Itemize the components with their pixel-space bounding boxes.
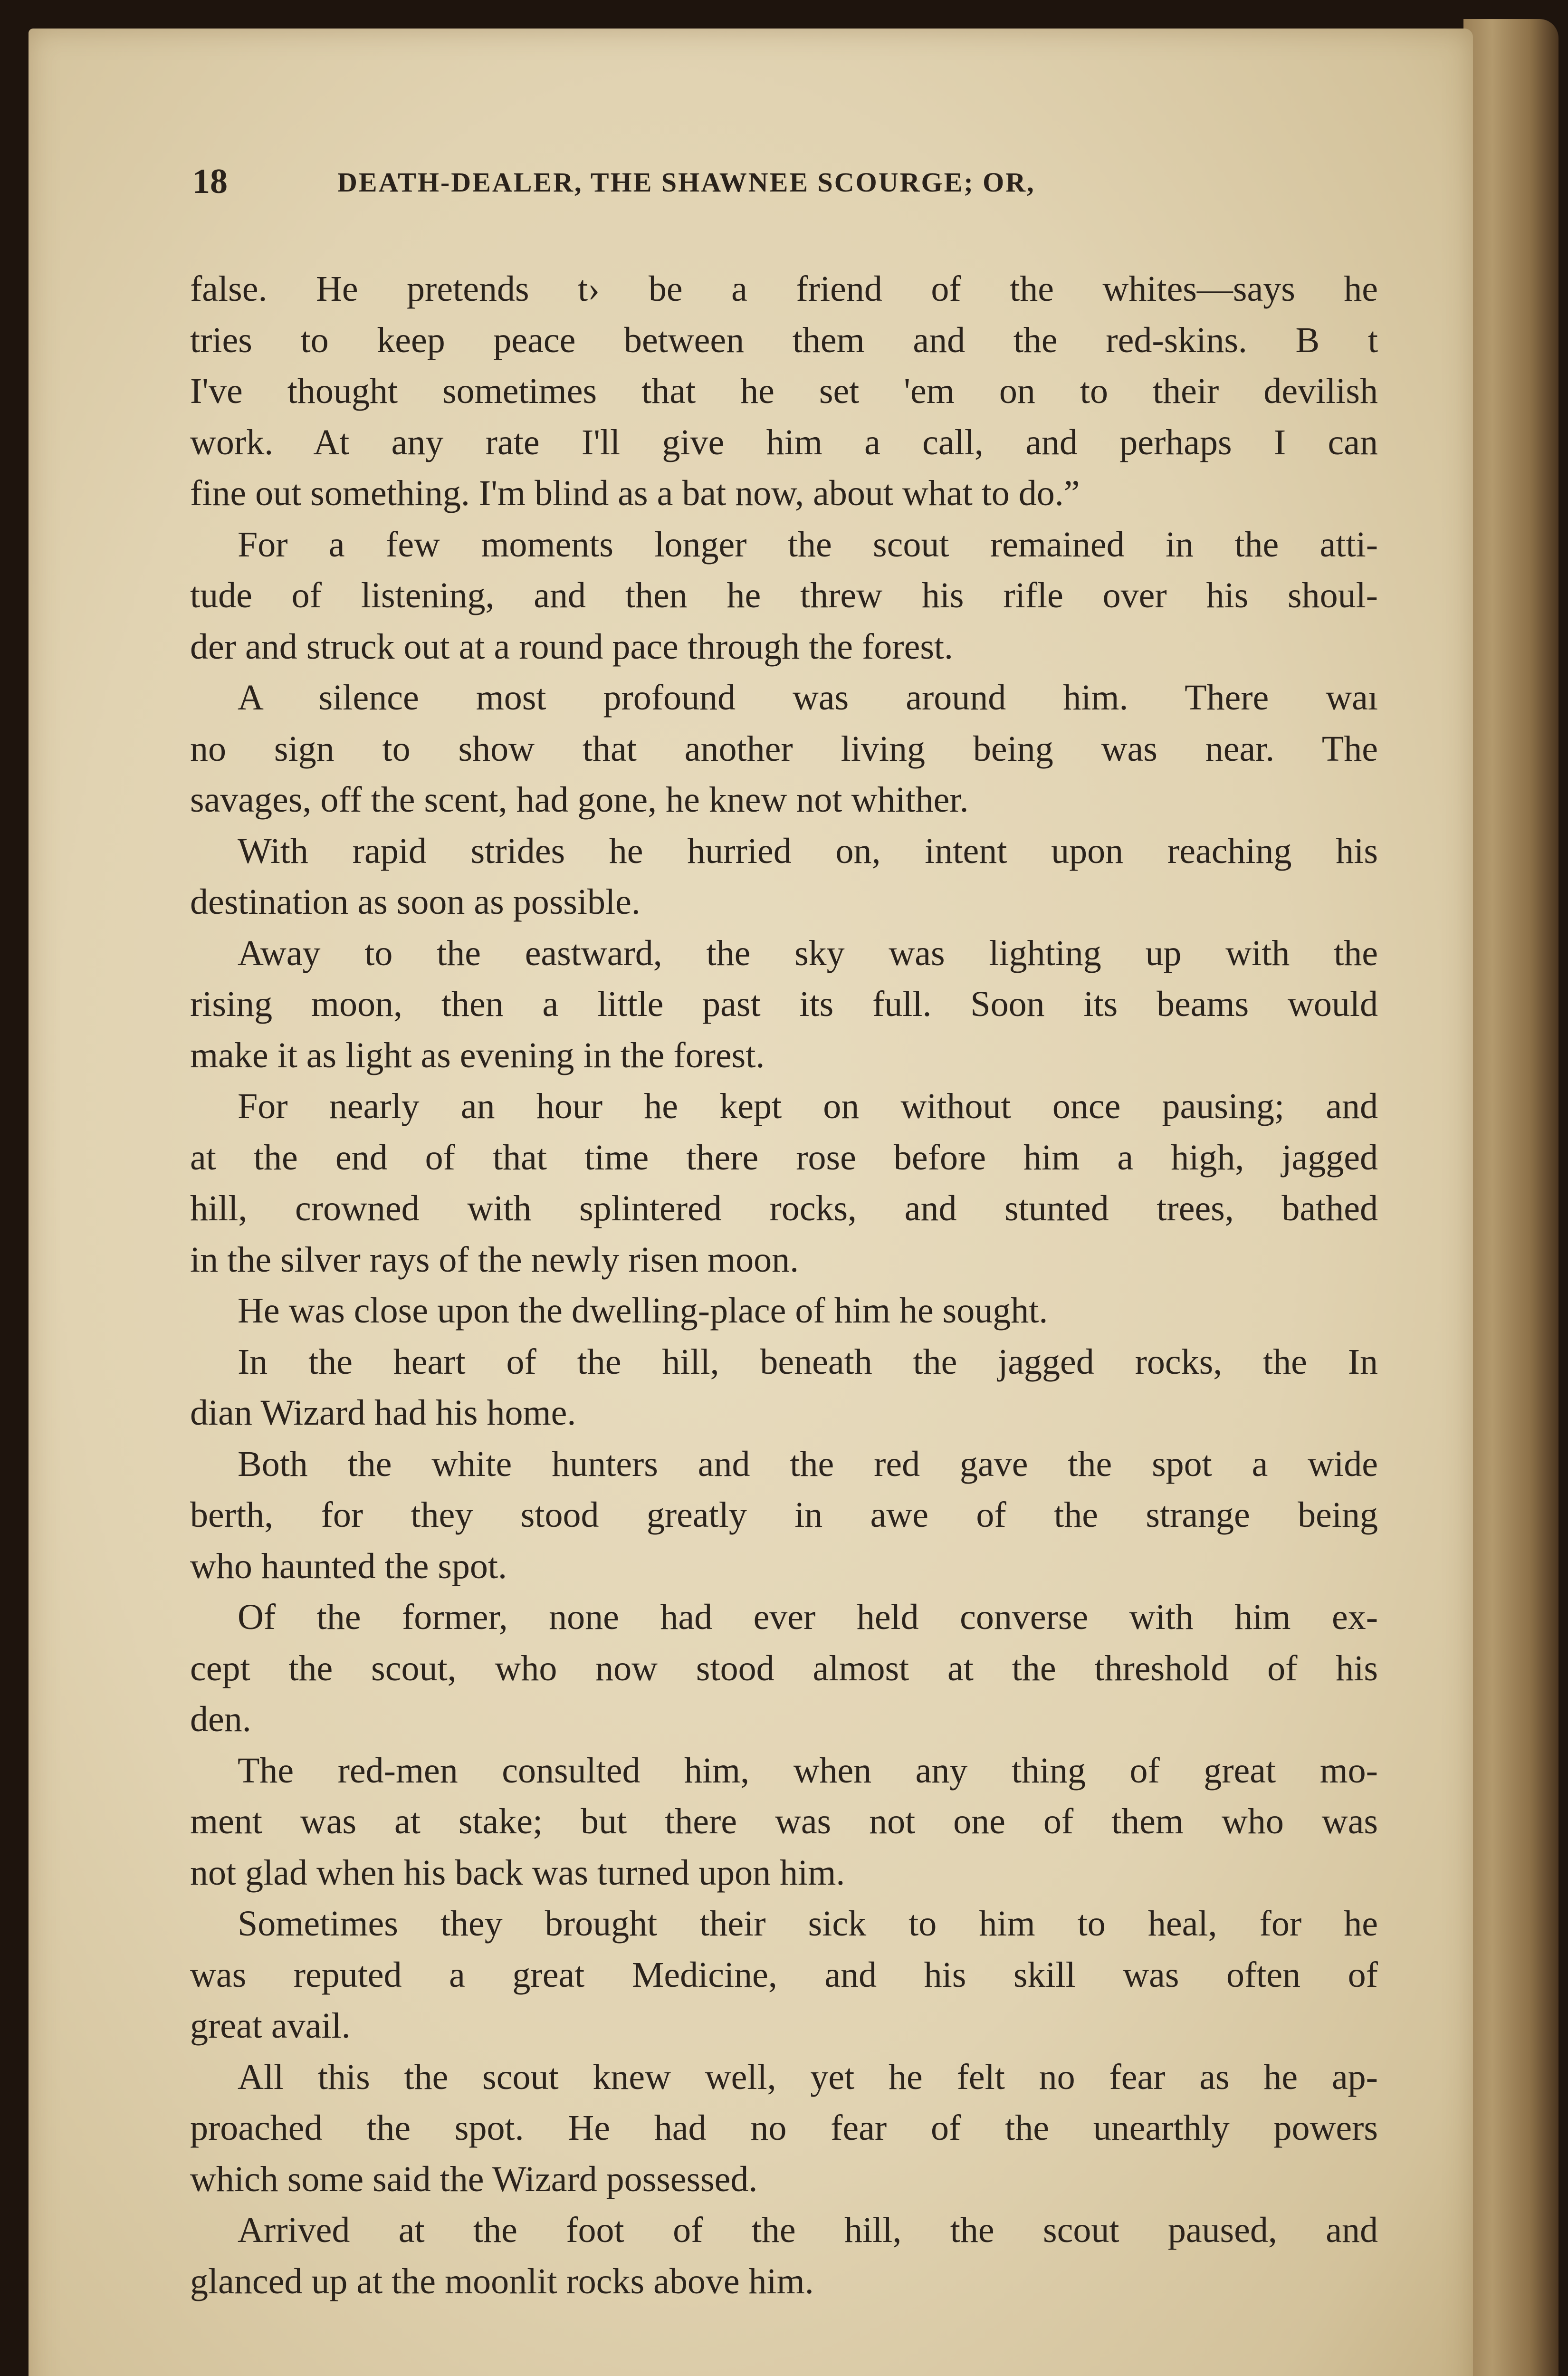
text-line: make it as light as evening in the forest.	[190, 1035, 765, 1075]
text-line: dian Wizard had his home.	[190, 1393, 576, 1433]
text-line: der and struck out at a round pace through the forest.	[190, 626, 954, 667]
body-text	[190, 264, 1378, 2307]
text-line: which some said the Wizard possessed.	[190, 2159, 758, 2199]
text-line: false. He pretends t› be a friend of the whites—says he	[190, 269, 1378, 309]
text-line: The red-men consulted him, when any thing of great mo-	[238, 1750, 1378, 1791]
text-line: proached the spot. He had no fear of the unearthly powers	[190, 2108, 1378, 2148]
text-line: cept the scout, who now stood almost at the threshold of his	[190, 1648, 1378, 1688]
text-line: glanced up at the moonlit rocks above him.	[190, 2261, 814, 2301]
text-line: I've thought sometimes that he set 'em on to their devilish	[190, 371, 1378, 411]
text-line: tries to keep peace between them and the red-skins. B t	[190, 320, 1378, 360]
text-line: savages, off the scent, had gone, he knew not whither.	[190, 780, 969, 820]
page-edge	[1463, 19, 1558, 2376]
text-line: A silence most profound was around him. There waı	[238, 678, 1378, 718]
text-line: Arrived at the foot of the hill, the scout paused, and	[238, 2210, 1378, 2250]
page-number: 18	[192, 162, 228, 201]
text-line: tude of listening, and then he threw his rifle over his shoul-	[190, 575, 1378, 615]
text-line: Sometimes they brought their sick to him to heal, for he	[238, 1904, 1378, 1944]
text-line: destination as soon as possible.	[190, 882, 641, 922]
text-line: not glad when his back was turned upon him.	[190, 1852, 845, 1893]
text-line: ment was at stake; but there was not one of them who was	[190, 1801, 1378, 1841]
text-line: in the silver rays of the newly risen moon.	[190, 1239, 799, 1280]
text-line: no sign to show that another living being was near. The	[190, 728, 1378, 769]
text-line: With rapid strides he hurried on, intent upon reaching his	[238, 831, 1378, 871]
text-line: fine out something. I'm blind as a bat now, about what to do.”	[190, 473, 1080, 513]
text-line: berth, for they stood greatly in awe of the strange being	[190, 1495, 1378, 1535]
text-line: rising moon, then a little past its full. Soon its beams would	[190, 984, 1378, 1024]
text-line: hill, crowned with splintered rocks, and stunted trees, bathed	[190, 1188, 1378, 1228]
page-header	[192, 162, 1390, 219]
text-line: work. At any rate I'll give him a call, and perhaps I can	[190, 422, 1378, 462]
text-line: Of the former, none had ever held converse with him ex-	[238, 1597, 1378, 1637]
text-line: Both the white hunters and the red gave the spot a wide	[238, 1444, 1378, 1484]
text-line: He was close upon the dwelling-place of him he sought.	[238, 1291, 1048, 1331]
text-line: who haunted the spot.	[190, 1546, 507, 1586]
text-line: For nearly an hour he kept on without once pausing; and	[238, 1086, 1378, 1126]
text-line: at the end of that time there rose before him a high, jagged	[190, 1137, 1378, 1178]
text-line: For a few moments longer the scout remained in the atti-	[238, 524, 1378, 565]
text-line: All this the scout knew well, yet he felt no fear as he ap-	[238, 2057, 1378, 2097]
text-line: was reputed a great Medicine, and his skill was often of	[190, 1954, 1378, 1995]
text-line: Away to the eastward, the sky was lighting up with the	[238, 933, 1378, 973]
running-title: DEATH-DEALER, THE SHAWNEE SCOURGE; OR,	[337, 167, 1035, 198]
text-line: In the heart of the hill, beneath the jagged rocks, the In	[238, 1341, 1378, 1382]
text-line: den.	[190, 1699, 251, 1739]
text-line: great avail.	[190, 2006, 351, 2046]
